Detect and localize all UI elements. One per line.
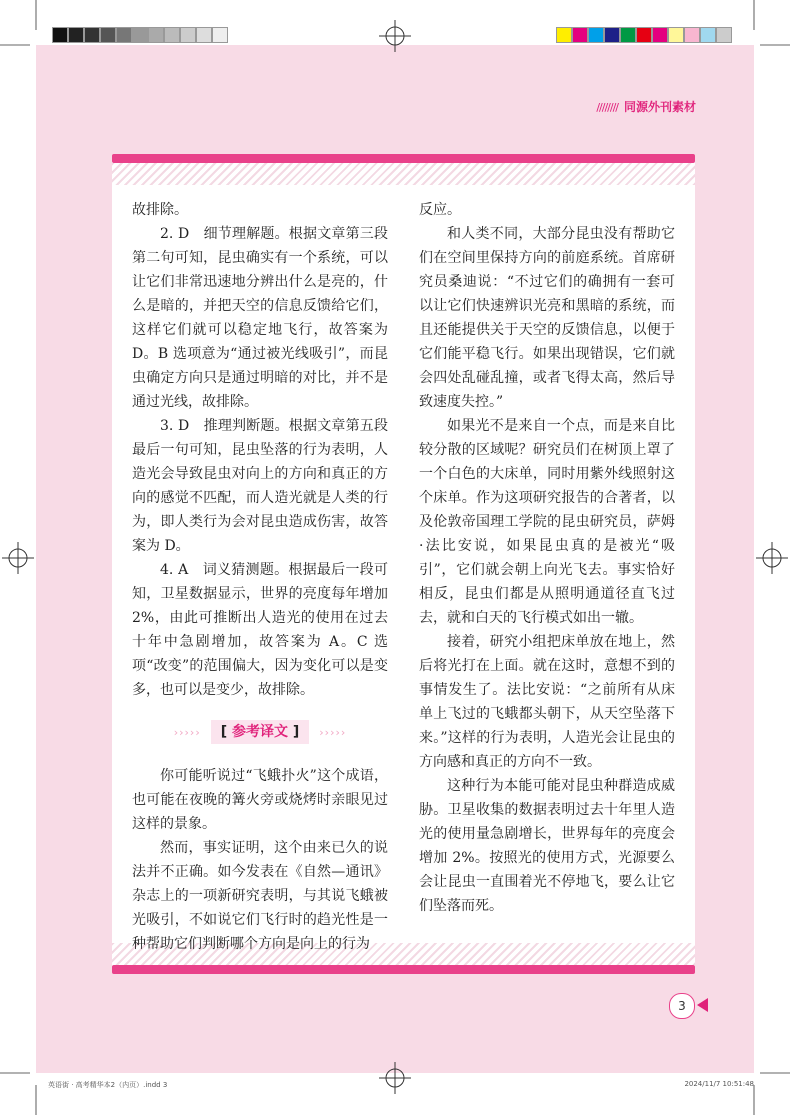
right-column	[419, 198, 675, 918]
chevron-decoration-icon: ›››››	[173, 726, 201, 739]
top-hatch-stripe	[112, 163, 695, 185]
footer-file-info: 英语街 · 高考精华本2（内页）.indd 3	[48, 1081, 168, 1089]
translation-paragraph: 和人类不同，大部分昆虫没有帮助它们在空间里保持方向的前庭系统。首席研究员桑迪说：“不过它们的确拥有一套可以让它们快速辨识光亮和黑暗的系统，而且还能提供关于天空的反馈信息，以便于它们能平稳飞行。如果出现错误，它们就会四处乱碰乱撞，或者飞得太高，然后导致速度失控。”	[419, 226, 675, 410]
translation-paragraph: 你可能听说过“飞蛾扑火”这个成语，也可能在夜晚的篝火旁或烧烤时亲眼见过这样的景象。	[132, 768, 388, 832]
translation-heading	[132, 720, 388, 744]
heading-box	[211, 720, 310, 744]
top-accent-bar	[112, 154, 695, 163]
translation-paragraph: 这种行为本能可能对昆虫种群造成威胁。卫星收集的数据表明过去十年里人造光的使用量急剧增长，世界每年的亮度会增加 2%。按照光的使用方式，光源要么会让昆虫一直围着光不停地飞，要么让它们坠落而死。	[419, 778, 675, 914]
translation-paragraph: 反应。	[419, 202, 461, 218]
answer-paragraph: 3. D 推理判断题。根据文章第五段最后一句可知，昆虫坠落的行为表明，人造光会导致昆虫对向上的方向和真正的方向的感觉不匹配，而人造光就是人类的行为，即人类行为会对昆虫造成伤害，故答案为 D。	[132, 418, 388, 554]
translation-paragraph: 如果光不是来自一个点，而是来自比较分散的区域呢？研究员们在树顶上罩了一个白色的大床单，同时用紫外线照射这个床单。作为这项研究报告的合著者，以及伦敦帝国理工学院的昆虫研究员，萨姆·法比安说，如果昆虫真的是被光“吸引”，它们就会朝上向光飞去。事实恰好相反，昆虫们都是从照明通道径直飞过去，就和白天的飞行模式如出一辙。	[419, 418, 675, 626]
answer-paragraph: 2. D 细节理解题。根据文章第三段第二句可知，昆虫确实有一个系统，可以让它们非常迅速地分辨出什么是亮的，什么是暗的，并把天空的信息反馈给它们，这样它们就可以稳定地飞行，故答案为 D。B 选项意为“通过被光线吸引”，而昆虫确定方向只是通过明暗的对比，并不是通过光线，故排除。	[132, 226, 388, 410]
left-column	[132, 198, 388, 956]
heading-title: 参考译文	[232, 724, 288, 740]
bracket-open: [	[220, 724, 228, 740]
chevron-decoration-icon: ›››››	[319, 726, 347, 739]
page-marker-triangle-icon	[697, 998, 708, 1012]
page-number: 3	[669, 993, 695, 1019]
translation-paragraph: 接着，研究小组把床单放在地上，然后将光打在上面。就在这时，意想不到的事情发生了。法比安说：“之前所有从床单上飞过的飞蛾都头朝下，从天空坠落下来。”这样的行为表明，人造光会让昆虫的方向感和真正的方向不一致。	[419, 634, 675, 770]
answer-paragraph: 故排除。	[132, 202, 188, 218]
bracket-close: ]	[292, 724, 300, 740]
bottom-accent-bar	[112, 965, 695, 974]
section-header	[596, 98, 696, 115]
translation-paragraph: 然而，事实证明，这个由来已久的说法并不正确。如今发表在《自然—通讯》杂志上的一项新研究表明，与其说飞蛾被光吸引，不如说它们飞行时的趋光性是一种帮助它们判断哪个方向是向上的行为	[132, 840, 388, 952]
header-decoration: ////////	[596, 101, 618, 114]
answer-paragraph: 4. A 词义猜测题。根据最后一段可知，卫星数据显示，世界的亮度每年增加 2%，由此可推断出人造光的使用在过去十年中急剧增加，故答案为 A。C 选项“改变”的范围偏大，因为变化可以是变多，也可以是变少，故排除。	[132, 562, 388, 698]
footer-timestamp: 2024/11/7 10:51:48	[684, 1080, 754, 1088]
header-title: 同源外刊素材	[623, 100, 696, 114]
